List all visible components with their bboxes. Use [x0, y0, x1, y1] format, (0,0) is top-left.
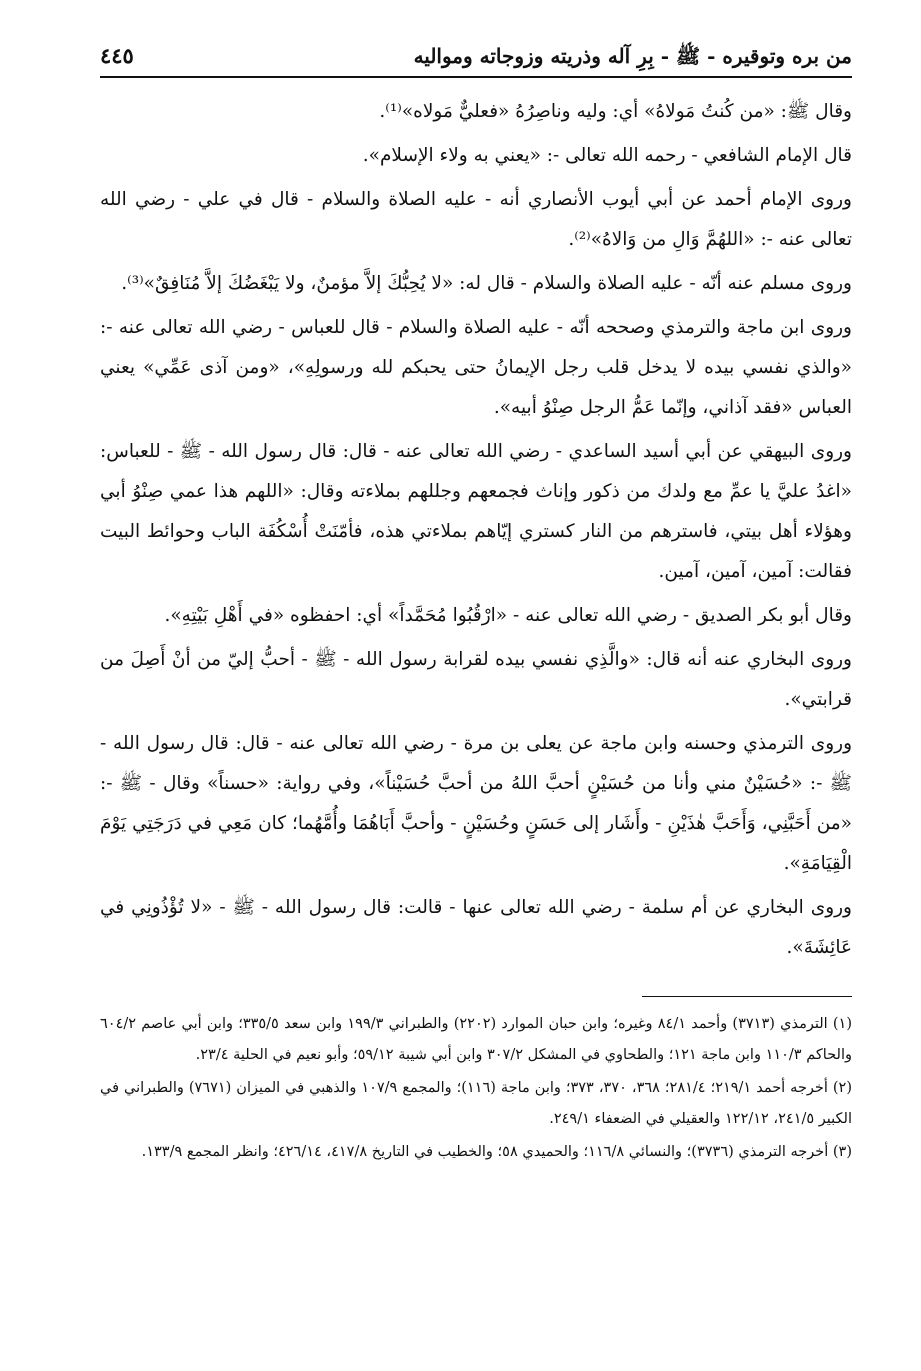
page-number: ٤٤٥ — [100, 43, 134, 68]
paragraph: وروى مسلم عنه أنّه - عليه الصلاة والسلام - قال له: «لا يُحِبُّكَ إلاَّ مؤمنٌ، ولا يَبْغَضُكَ إلاَّ مُنَافِقٌ»⁽³⁾. — [121, 273, 852, 294]
paragraph: وروى البخاري عن أم سلمة - رضي الله تعالى عنها - قالت: قال رسول الله - ﷺ - «لا تُؤْذُونِي في عَائِشَةَ». — [100, 897, 852, 958]
paragraph: وروى الترمذي وحسنه وابن ماجة عن يعلى بن مرة - رضي الله تعالى عنه - قال: قال رسول الله - ﷺ -: «حُسَيْنٌ مني وأنا من حُسَيْنٍ أحبَّ اللهُ من أحبَّ حُسَيْناً»، وفي رواية: «حسناً» وقال - ﷺ -: «من أَحَبَّنِي، وَأَحَبَّ هٰذَيْنِ - وأَشَار إلى حَسَنٍ وحُسَيْنٍ - وأحبَّ أَبَاهُمَا وأُمَّهُما؛ كان مَعِي في دَرَجَتِي يَوْمَ الْقِيَامَةِ». — [100, 733, 852, 874]
paragraph: وروى البخاري عنه أنه قال: «والَّذِي نفسي بيده لقرابة رسول الله - ﷺ - أحبُّ إليّ من أنْ أَصِلَ من قرابتي». — [100, 649, 852, 710]
footnotes — [100, 1009, 852, 1168]
header-rule — [100, 76, 852, 78]
paragraph: وقال ﷺ: «من كُنتُ مَولاهُ» أي: وليه وناصِرُهُ «فعليٌّ مَولاه»⁽¹⁾. — [379, 101, 852, 122]
paragraph: وروى ابن ماجة والترمذي وصححه أنّه - عليه الصلاة والسلام - قال للعباس - رضي الله تعالى عنه -: «والذي نفسي بيده لا يدخل قلب رجل الإيمانُ حتى يحبكم لله ورسولِهِ»، «ومن آذى عَمِّي» يعني العباس «فقد آذاني، وإنّما عَمُّ الرجل صِنْوُ أبيه». — [100, 317, 852, 418]
paragraph: وقال أبو بكر الصديق - رضي الله تعالى عنه - «ارْقُبُوا مُحَمَّداً» أي: احفظوه «في أَهْلِ بَيْتِهِ». — [164, 605, 852, 626]
running-header — [100, 38, 852, 74]
paragraph: قال الإمام الشافعي - رحمه الله تعالى -: «يعني به ولاء الإسلام». — [362, 145, 852, 166]
paragraph: وروى الإمام أحمد عن أبي أيوب الأنصاري أنه - عليه الصلاة والسلام - قال في علي - رضي الله تعالى عنه -: «اللهُمَّ وَالِ من وَالاهُ»⁽²⁾. — [100, 189, 852, 250]
footnote-rule — [642, 996, 852, 997]
paragraph: وروى البيهقي عن أبي أسيد الساعدي - رضي الله تعالى عنه - قال: قال رسول الله - ﷺ - للعباس: «اغدُ عليَّ يا عمِّ مع ولدك من ذكور وإناث فجمعهم وجللهم بملاءته وقال: «اللهم هذا عمي صِنْوُ أبي وهؤلاء أهل بيتي، فاسترهم من النار كستري إيّاهم بملاءتي هذه، فأمّنَتْ أُسْكُفَة الباب وحوائط البيت فقالت: آمين، آمين، آمين. — [100, 441, 852, 582]
footnote: (٢) أخرجه أحمد ٢١٩/١؛ ٢٨١/٤؛ ٣٦٨، ٣٧٠، ٣٧٣؛ وابن ماجة (١١٦)؛ والمجمع ١٠٧/٩ والذهبي في الميزان (٧٦٧١) والطبراني في الكبير ٢٤١/٥، ١٢٢/١٢ والعقيلي في الضعفاء ٢٤٩/١. — [100, 1080, 853, 1127]
book-page — [100, 38, 852, 1170]
header-title: من بره وتوقيره - ﷺ - بِرِ آله وذريته وزوجاته ومواليه — [413, 44, 852, 68]
footnote: (٣) أخرجه الترمذي (٣٧٣٦)؛ والنسائي ١١٦/٨؛ والحميدي ٥٨؛ والخطيب في التاريخ ٤١٧/٨، ٤٢٦/١٤؛ وانظر المجمع ١٣٣/٩. — [141, 1144, 852, 1160]
body-text — [100, 92, 852, 968]
footnote: (١) الترمذي (٣٧١٣) وأحمد ٨٤/١ وغيره؛ وابن حبان الموارد (٢٢٠٢) والطبراني ١٩٩/٣ وابن سعد ٣٣٥/٥؛ وابن أبي عاصم ٦٠٤/٢ والحاكم ١١٠/٣ وابن ماجة ١٢١؛ والطحاوي في المشكل ٣٠٧/٢ وابن أبي شيبة ٥٩/١٢؛ وأبو نعيم في الحلية ٢٣/٤. — [100, 1016, 853, 1063]
